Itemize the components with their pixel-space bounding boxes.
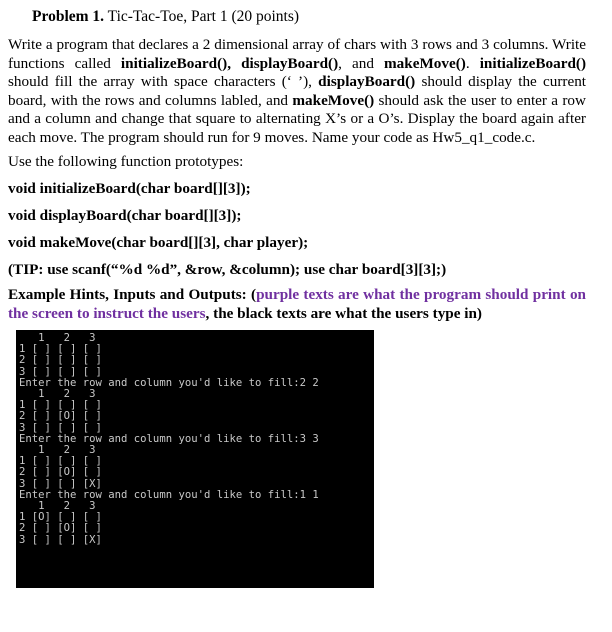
terminal-line: 2 [ ] [O] [ ] — [19, 522, 102, 535]
desc-func-5: makeMove() — [292, 91, 375, 109]
terminal-line: 1 [ ] [ ] [ ] — [19, 455, 102, 468]
problem-description — [8, 36, 586, 147]
hints-purple: purple texts are what the program should print on the screen to instruct the users — [8, 286, 586, 322]
hints-tail: , the black texts are what the users type in) — [205, 304, 482, 322]
desc-func-1: initializeBoard(), displayBoard() — [120, 54, 339, 72]
hints-lead: Example Hints, Inputs and Outputs: ( — [8, 286, 257, 303]
desc-text-6: should ask the user to enter a row and a column and change that square to alternating X’s or a O’s. Display the board again after each move. The program should run for 9 moves. Name your code as Hw5_q1_code.c. — [8, 91, 586, 146]
desc-text-2: , and — [338, 54, 385, 72]
terminal-line: 3 [ ] [ ] [X] — [19, 477, 102, 490]
terminal-line: Enter the row and column you'd like to fill:2 2 — [19, 376, 319, 389]
example-hints — [8, 286, 586, 323]
terminal-line: 1 2 3 — [19, 388, 96, 401]
desc-func-2: makeMove() — [384, 54, 466, 72]
desc-text-5: should display the current board, with the rows and columns labled, and — [8, 73, 587, 109]
terminal-line: 1 [O] [ ] [ ] — [19, 511, 102, 524]
desc-text-3: . — [465, 54, 480, 72]
terminal-line: 3 [ ] [ ] [ ] — [19, 365, 102, 378]
desc-text-4: should fill the array with space characters (‘ ’), — [8, 73, 319, 90]
terminal-line: 1 [ ] [ ] [ ] — [19, 399, 102, 412]
terminal-line: Enter the row and column you'd like to fill:3 3 — [19, 432, 319, 445]
terminal-line: 2 [ ] [O] [ ] — [19, 410, 102, 423]
prototype-initialize: void initializeBoard(char board[][3]); — [8, 180, 251, 197]
desc-text-1: Write a program that declares a 2 dimensional array of chars with 3 rows and 3 columns. Write functions called — [8, 36, 586, 72]
terminal-output — [16, 330, 374, 588]
terminal-text — [19, 333, 374, 546]
problem-title — [32, 8, 299, 27]
terminal-line: Enter the row and column you'd like to fill:1 1 — [19, 488, 319, 501]
terminal-line: 1 2 3 — [19, 332, 96, 344]
terminal-line: 1 [ ] [ ] [ ] — [19, 343, 102, 356]
desc-func-3: initializeBoard() — [479, 54, 587, 72]
prototype-display: void displayBoard(char board[][3]); — [8, 207, 242, 224]
terminal-line: 1 2 3 — [19, 500, 96, 513]
desc-func-4: displayBoard() — [318, 73, 416, 90]
terminal-line: 3 [ ] [ ] [ ] — [19, 421, 102, 434]
terminal-line: 1 2 3 — [19, 444, 96, 457]
prototype-makemove: void makeMove(char board[][3], char player); — [8, 234, 309, 251]
terminal-line: 3 [ ] [ ] [X] — [19, 533, 102, 546]
terminal-line: 2 [ ] [ ] [ ] — [19, 354, 102, 367]
problem-number: Problem 1. — [32, 8, 105, 25]
prototypes-intro: Use the following function prototypes: — [8, 153, 244, 170]
terminal-line: 2 [ ] [O] [ ] — [19, 466, 102, 479]
problem-heading: Tic-Tac-Toe, Part 1 (20 points) — [104, 8, 300, 25]
tip-text: (TIP: use scanf(“%d %d”, &row, &column); use char board[3][3];) — [8, 261, 447, 278]
